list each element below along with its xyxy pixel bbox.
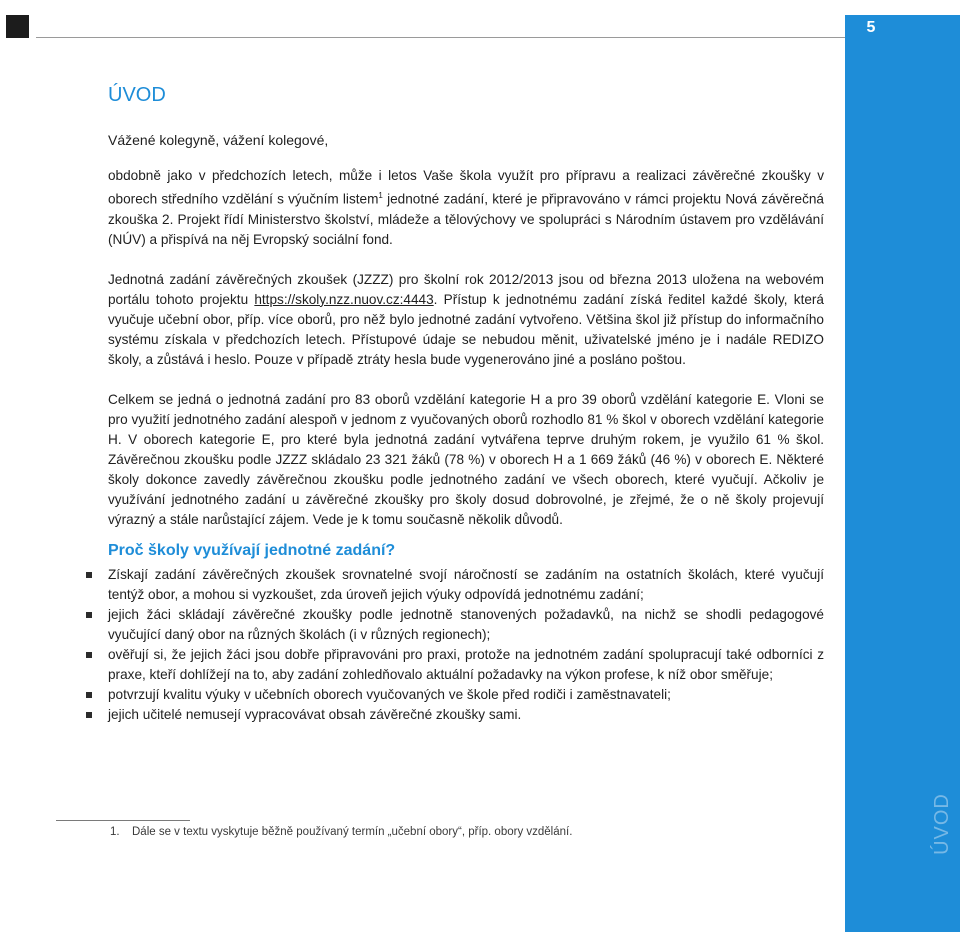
list-item-text: jejich učitelé nemusejí vypracovávat obsah závěrečné zkoušky sami. (108, 706, 522, 722)
list-item (108, 565, 824, 605)
reasons-list (108, 565, 824, 725)
bullet-square-icon (86, 712, 92, 718)
list-item (108, 605, 824, 645)
list-item (108, 685, 824, 705)
header-rule (36, 15, 845, 38)
section-heading: ÚVOD (108, 84, 166, 106)
bullet-square-icon (86, 652, 92, 658)
paragraph-access-part-a: Jednotná zadání závěrečných zkoušek (JZZZ) pro školní rok 2012/2013 jsou od března 2013 uložena na webovém portálu tohoto projektu (108, 271, 824, 307)
paragraph-intro-part-b: jednotné zadání, které je připravováno v rámci projektu Nová závěrečná zkouška 2. Projekt řídí Ministerstvo školství, mládeže a tělovýchovy ve spolupráci s Národním ústavem pro vzdělávání (NÚV) a přispívá na něj Evropský sociální fond. (108, 191, 824, 247)
footnote-reference: 1 (378, 191, 383, 200)
portal-link[interactable]: https://skoly.nzz.nuov.cz:4443 (254, 291, 434, 307)
list-item-text: ověřují si, že jejich žáci jsou dobře připravováni pro praxi, protože na jednotném zadání spolupracují také odborníci z praxe, kteří dohlížejí na to, aby zadání zohledňovalo aktuální požadavky na výkon profese, k níž obor směřuje; (108, 646, 824, 682)
paragraph-access (108, 270, 824, 370)
corner-crop-mark (6, 15, 29, 38)
list-item-text: potvrzují kvalitu výuky v učebních oborech vyučovaných ve škole před rodiči i zaměstnavateli; (108, 686, 671, 702)
side-section-label: ÚVOD (931, 793, 953, 855)
list-item (108, 705, 824, 725)
paragraph-intro (108, 166, 824, 250)
reasons-heading: Proč školy využívají jednotné zadání? (108, 541, 396, 559)
salutation: Vážené kolegyně, vážení kolegové, (108, 132, 329, 148)
list-item-text: Získají zadání závěrečných zkoušek srovnatelné svojí náročností se zadáním na ostatních školách, které vyučují tentýž obor, a mohou si vyzkoušet, zda úroveň jejich výuky odpovídá jednotnému zadání; (108, 566, 824, 602)
bullet-square-icon (86, 692, 92, 698)
bullet-square-icon (86, 572, 92, 578)
bullet-square-icon (86, 612, 92, 618)
footnote-number: 1. (110, 826, 120, 838)
paragraph-access-part-b: . Přístup k jednotnému zadání získá ředitel každé školy, která vyučuje učební obor, příp. více oborů, pro něž bylo jednotné zadání vytvořeno. Většina škol již přístup do informačního systému získala v předchozích letech. Přístupové údaje se nebudou měnit, uživatelské jméno je i nadále REDIZO školy, a zůstává i heslo. Pouze v případě ztráty hesla bude vygenerováno jiné a posláno poštou. (108, 291, 824, 367)
list-item (108, 645, 824, 685)
footnote-rule (56, 820, 190, 821)
footnote (110, 824, 810, 840)
main-content (108, 80, 824, 725)
paragraph-intro-part-a: obdobně jako v předchozích letech, může i letos Vaše škola využít pro přípravu a realizaci závěrečné zkoušky v oborech středního vzdělání s výučním listem (108, 168, 824, 207)
paragraph-statistics: Celkem se jedná o jednotná zadání pro 83 oborů vzdělání kategorie H a pro 39 oborů vzdělání kategorie E. Vloni se pro využití jednotného zadání alespoň v jednom z vyučovaných oborů rozhodlo 81 % škol v oborech vzdělání kategorie H. V oborech kategorie E, pro které byla jednotná zadání vytvářena teprve druhým rokem, je využilo 61 % škol. Závěrečnou zkoušku podle JZZZ skládalo 23 321 žáků (78 %) v oborech H a 1 669 žáků (46 %) v oborech E. Některé školy dokonce zavedly závěrečnou zkoušku podle jednotného zadání ve všech oborech, které vyučují. Ačkoliv je využívání jednotného zadání u závěrečné zkoušky pro školy dosud dobrovolné, je zřejmé, že o ně školy projevují výrazný a stále narůstající zájem. Vede je k tomu současně několik důvodů. (108, 391, 824, 527)
page-number: 5 (866, 19, 876, 36)
list-item-text: jejich žáci skládají závěrečné zkoušky podle jednotně stanovených požadavků, na nichž se shodli pedagogové vyučující daný obor na různých školách (i v různých regionech); (108, 606, 824, 642)
footnote-text: Dále se v textu vyskytuje běžně používaný termín „učební obory“, příp. obory vzdělání. (132, 826, 573, 838)
